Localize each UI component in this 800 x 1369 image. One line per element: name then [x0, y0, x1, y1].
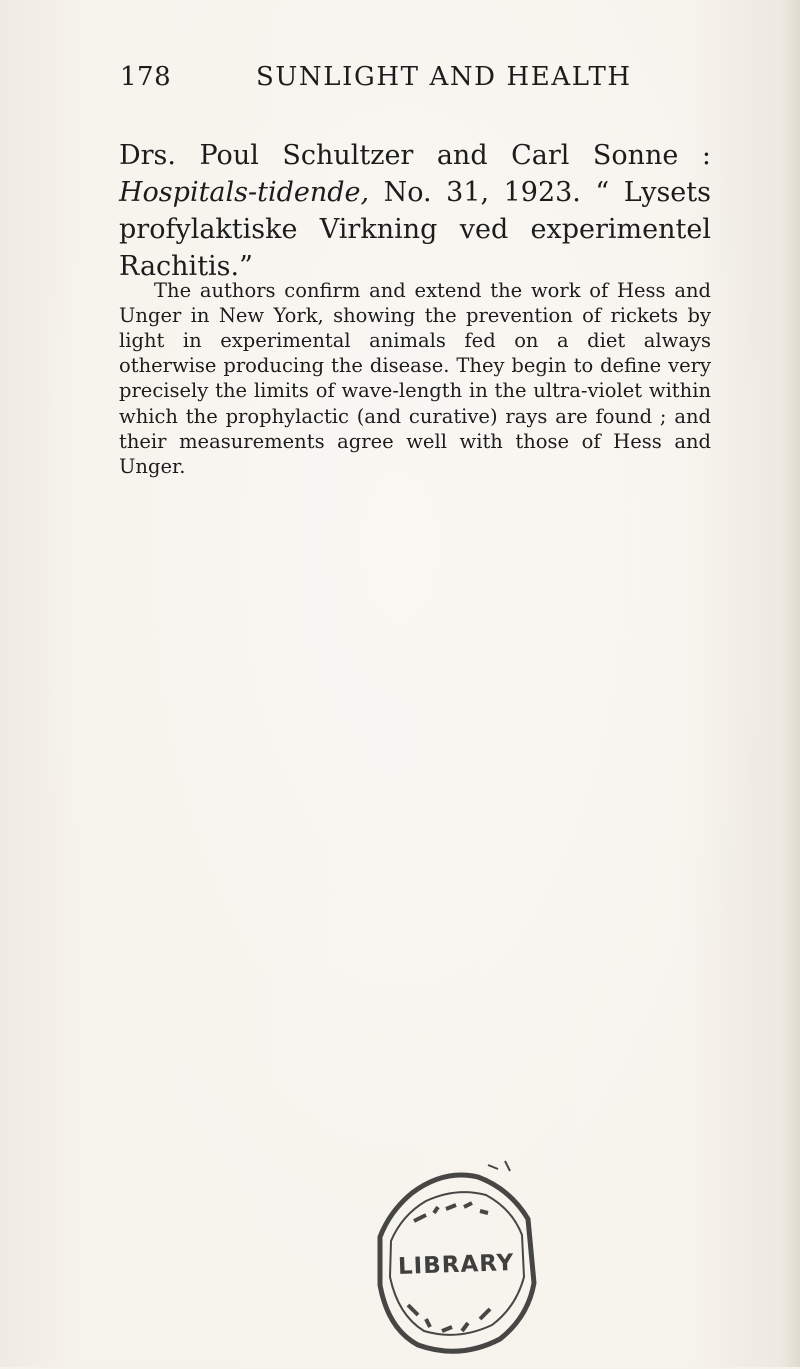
abstract-paragraph: The authors confirm and extend the work of Hess and Unger in New York, showing the prevention of rickets by light in experimental animals fed on a diet always otherwise producing the disease. They begin to define very precisely the limits of wave-length in the ultra-violet within which the prophylactic (and curative) rays are found ; and their measurements agree well with those of Hess and Unger.	[119, 278, 711, 478]
running-header	[120, 62, 676, 96]
citation-authors: Drs. Poul Schultzer and Carl Sonne :	[119, 140, 711, 171]
page-edge-shadow	[782, 0, 800, 1367]
citation-journal: Hospitals-tidende,	[119, 177, 370, 208]
citation	[119, 137, 711, 285]
stamp-label: LIBRARY	[397, 1249, 515, 1281]
citation-issue: No. 31, 1923.	[383, 177, 581, 208]
running-title: SUNLIGHT AND HEALTH	[256, 62, 632, 92]
citation-title: “ Lysets profylaktiske Virkning ved experimentel Rachitis.”	[119, 177, 711, 282]
library-stamp-icon	[360, 1155, 550, 1365]
page-number: 178	[120, 62, 172, 92]
